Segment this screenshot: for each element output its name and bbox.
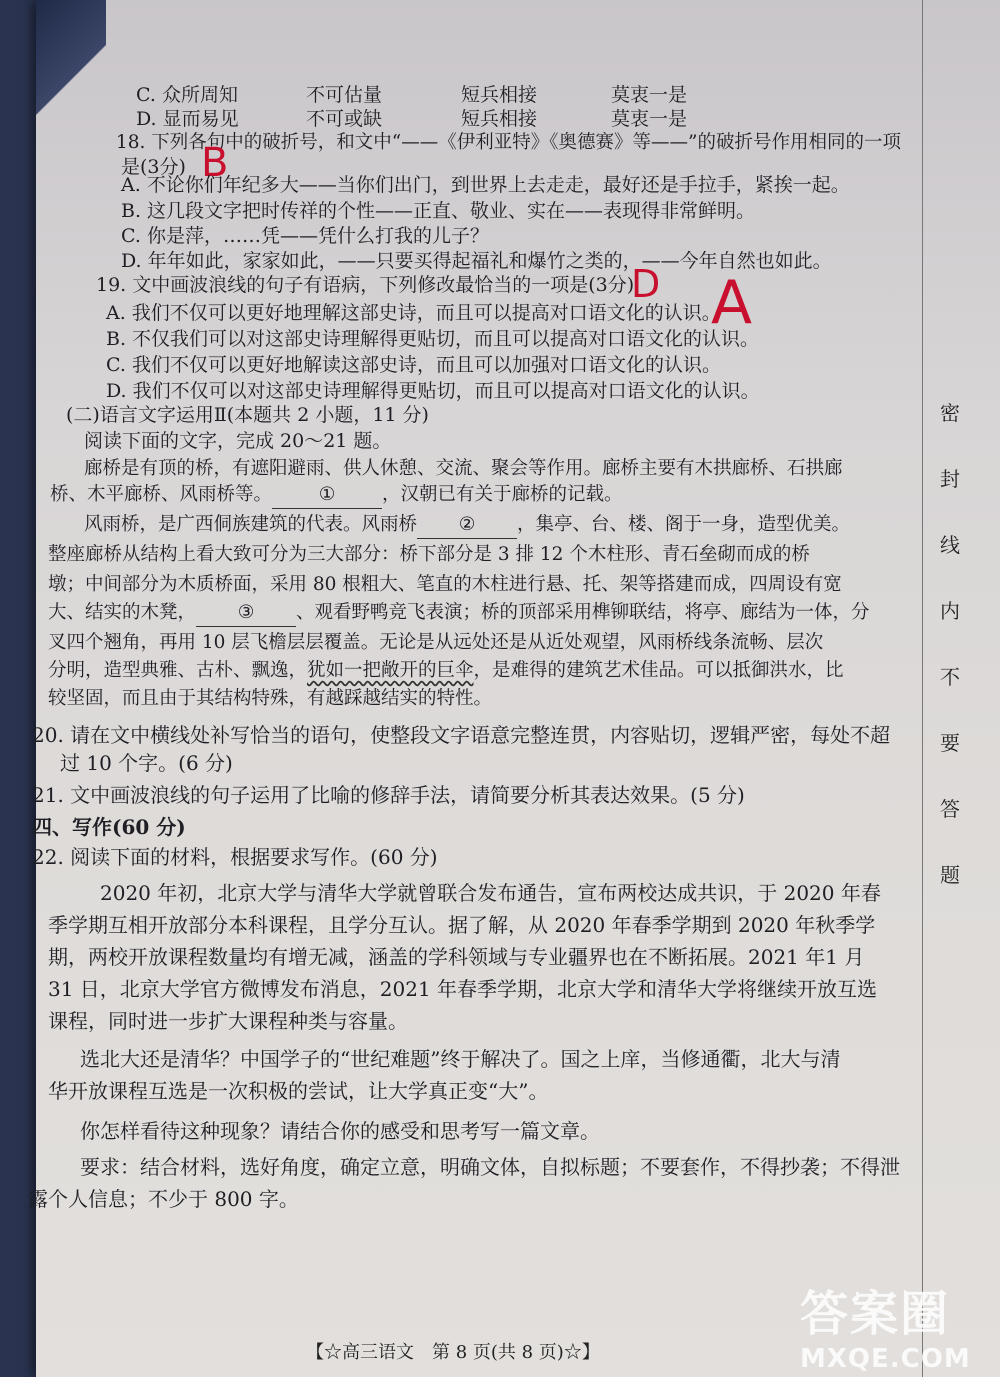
seal-line-border [922,0,923,1377]
q19-option-c: C. 我们不仅可以更好地解读这部史诗，而且可以加强对口语文化的认识。 [106,354,721,376]
passage-p2-line7: 较坚固，而且由于其结构特殊，有越踩越结实的特性。 [48,688,493,709]
passage-p2-line5: 叉四个翘角，再用 10 层飞檐层层覆盖。无论是从远处还是从近处观望，风雨桥线条流畅、层次 [48,632,824,653]
material-line4: 31 日，北京大学官方微博发布消息，2021 年春季学期，北京大学和清华大学将继续开放互选 [48,977,878,1001]
material-line8: 你怎样看待这种现象？请结合你的感受和思考写一篇文章。 [80,1119,600,1143]
passage-p1-line2: 桥、木平廊桥、风雨桥等。 ① ，汉朝已有关于廊桥的记载。 [50,482,623,509]
q18-option-d: D. 年年如此，家家如此，——只要买得起福礼和爆竹之类的，——今年自然也如此。 [121,250,832,272]
q18-option-b: B. 这几段文字把时传祥的个性——正直、敬业、实在——表现得非常鲜明。 [121,200,756,222]
requirements-line2: 露个人信息；不少于 800 字。 [28,1187,299,1211]
material-line3: 期，两校开放课程数量均有增无减，涵盖的学科领域与专业疆界也在不断拓展。2021 年1 月 [48,945,865,969]
passage-p1-line1: 廊桥是有顶的桥，有遮阳避雨、供人休憩、交流、聚会等作用。廊桥主要有木拱廊桥、石拱廊 [84,458,843,479]
q21-line1: 21. 文中画波浪线的句子运用了比喻的修辞手法，请简要分析其表达效果。(5 分) [32,783,745,807]
q19-option-d: D. 我们不仅可以对这部史诗理解得更贴切，而且可以提高对口语文化的认识。 [106,380,760,402]
passage-p2-line2: 整座廊桥从结构上看大致可分为三大部分：桥下部分是 3 排 12 个木柱形、青石垒砌而成的桥 [48,544,810,565]
q17-option-d: D. 显而易见 不可或缺 短兵相接 莫衷一是 [136,108,688,130]
material-line1: 2020 年初，北京大学与清华大学就曾联合发布通告，宣布两校达成共识，于 2020 年春 [100,881,881,905]
handwritten-mark-a: A [711,268,753,338]
q20-line2: 过 10 个字。(6 分) [60,751,233,775]
passage-p2-line3: 墩；中间部分为木质桥面，采用 80 根粗大、笔直的木柱进行悬、托、架等搭建而成，四周设有宽 [48,574,842,595]
q17-option-c: C. 众所周知 不可估量 短兵相接 莫衷一是 [136,84,688,106]
blank-3: ③ [196,600,296,627]
q19-stem: 19. 文中画波浪线的句子有语病，下列修改最恰当的一项是(3分) [96,274,635,296]
requirements-line1: 要求：结合材料，选好角度，确定立意，明确文体，自拟标题；不要套作，不得抄袭；不得泄 [80,1155,900,1179]
q18-option-c: C. 你是萍，……凭——凭什么打我的儿子？ [121,225,489,247]
q20-line1: 20. 请在文中横线处补写恰当的语句，使整段文字语意完整连贯，内容贴切，逻辑严密，每处不超 [32,723,891,747]
passage-p2-line6: 分明，造型典雅、古朴、飘逸，犹如一把敞开的巨伞，是难得的建筑艺术佳品。可以抵御洪水，比 [48,660,844,681]
q19-option-b: B. 不仅我们可以对这部史诗理解得更贴切，而且可以提高对口语文化的认识。 [106,328,760,350]
q18-stem-cont: 是(3分) [121,156,186,178]
q22-stem: 22. 阅读下面的材料，根据要求写作。(60 分) [32,845,438,869]
watermark-logo: 答案圈 MXQE.COM [800,1286,971,1374]
section2-intro: 阅读下面的文字，完成 20～21 题。 [84,430,392,452]
torn-corner [36,0,106,120]
page-footer: 【☆高三语文 第 8 页(共 8 页)☆】 [306,1342,600,1363]
seal-line-text: 密 封 线 内 不 要 答 题 [940,401,960,887]
q18-option-a: A. 不论你们年纪多大——当你们出门，到世界上去走走，最好还是手拉手，紧挨一起。 [121,174,850,196]
material-line5: 课程，同时进一步扩大课程种类与容量。 [48,1009,408,1033]
blank-1: ① [272,482,382,509]
q18-stem: 18. 下列各句中的破折号，和文中“——《伊利亚特》《奥德赛》等——”的破折号作用相同的一项 [116,132,901,153]
wavy-underlined-sentence: 犹如一把敞开的巨伞 [307,660,474,681]
material-line7: 华开放课程互选是一次积极的尝试，让大学真正变“大”。 [48,1079,549,1103]
blank-2: ② [417,512,517,539]
handwritten-answer-b: B [201,140,229,186]
section2-heading: (二)语言文字运用Ⅱ(本题共 2 小题，11 分) [66,404,429,426]
exam-paper [28,0,1000,1377]
material-line6: 选北大还是清华？中国学子的“世纪难题”终于解决了。国之上庠，当修通衢，北大与清 [80,1047,841,1071]
material-line2: 季学期互相开放部分本科课程，且学分互认。据了解，从 2020 年春季学期到 2020 年秋季学 [48,913,876,937]
passage-p2-line1: 风雨桥，是广西侗族建筑的代表。风雨桥 ② ，集亭、台、楼、阁于一身，造型优美。 [84,512,850,539]
handwritten-answer-d: D [631,262,661,306]
section4-heading: 四、写作(60 分) [32,815,186,839]
passage-p2-line4: 大、结实的木凳， ③ 、观看野鸭竞飞表演；桥的顶部采用榫铆联结，将亭、廊结为一体，分 [48,600,870,627]
q19-option-a: A. 我们不仅可以更好地理解这部史诗，而且可以提高对口语文化的认识。 [106,302,721,324]
